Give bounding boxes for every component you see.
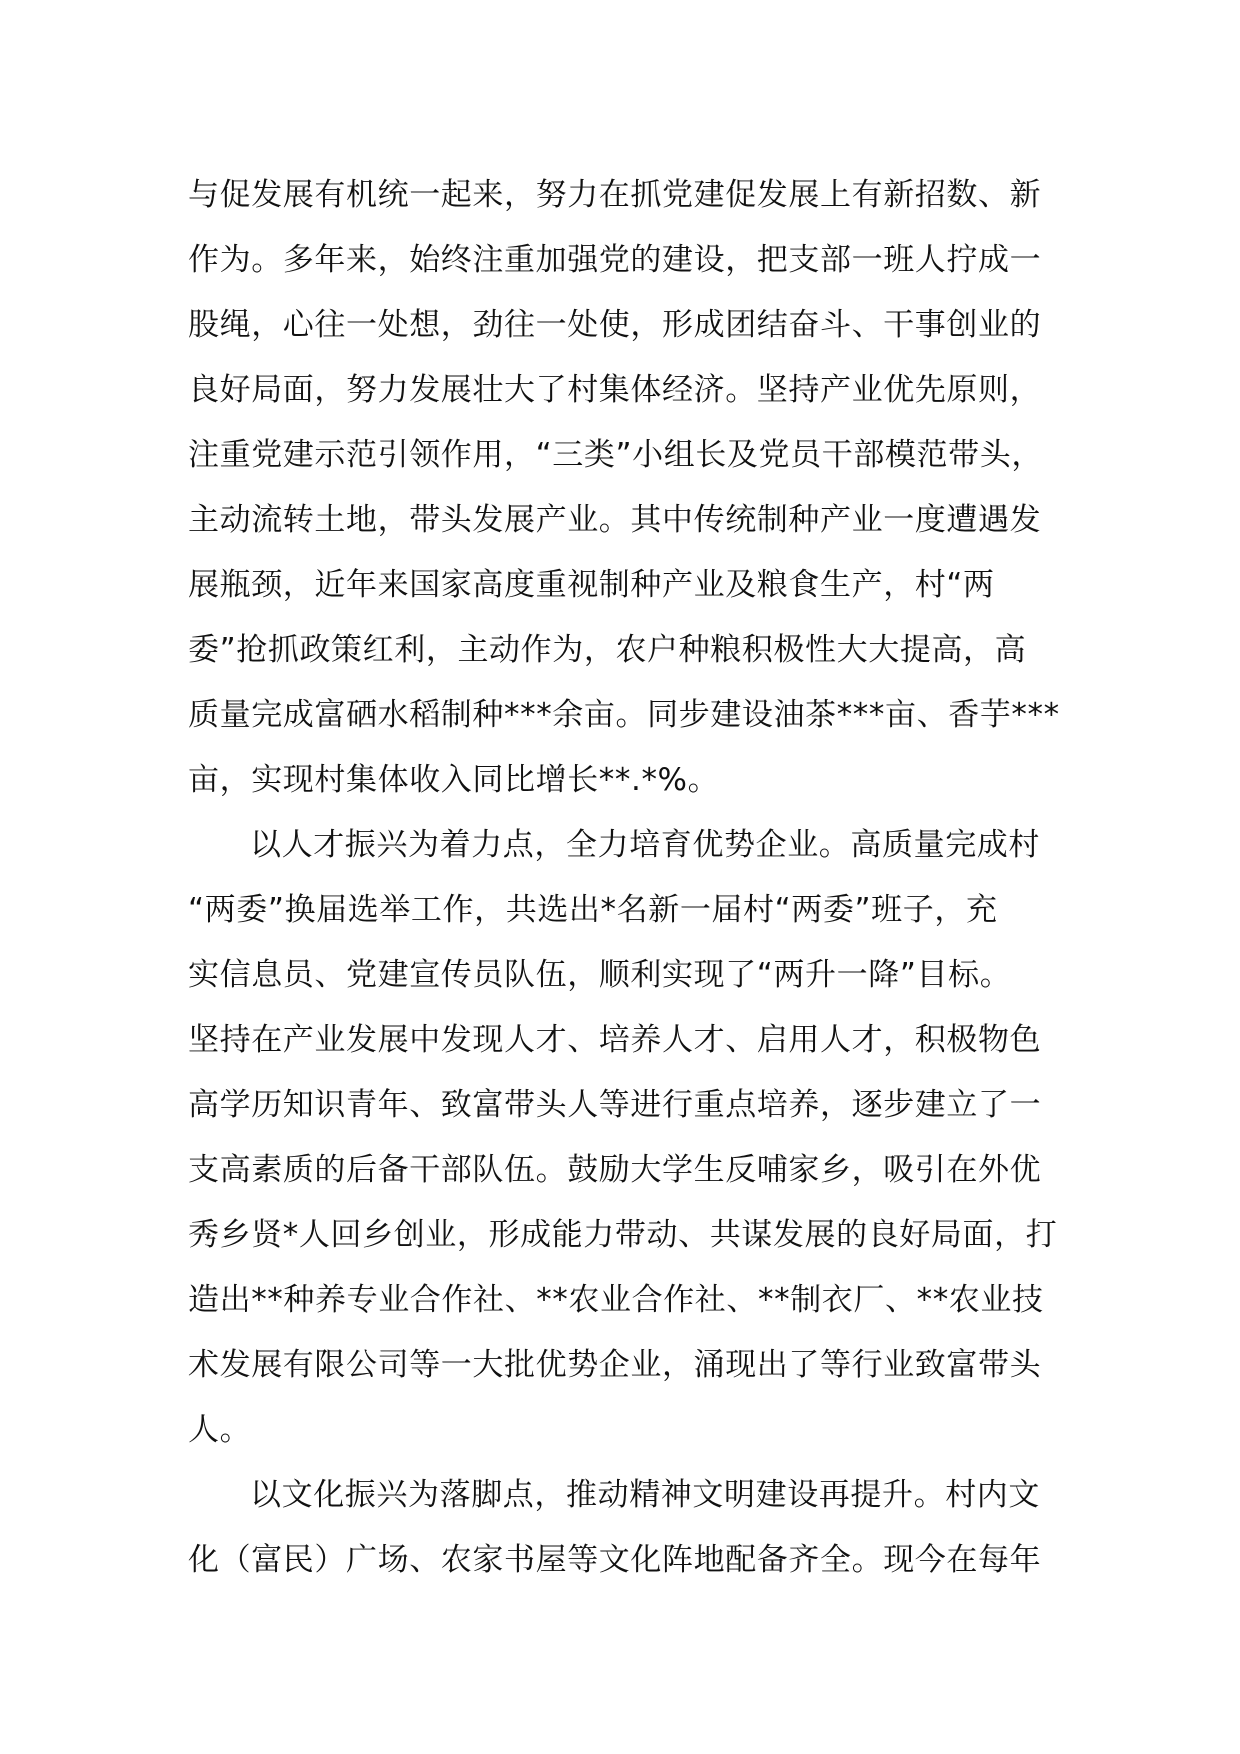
text-line: 秀乡贤*人回乡创业，形成能力带动、共谋发展的良好局面，打 [188,1217,1058,1253]
text-line: 造出**种养专业合作社、**农业合作社、**制衣厂、**农业技 [188,1282,1044,1318]
text-line: 股绳，心往一处想，劲往一处使，形成团结奋斗、干事创业的 [188,307,1042,343]
text-line: 人。 [188,1412,252,1448]
text-line: 高学历知识青年、致富带头人等进行重点培养，逐步建立了一 [188,1087,1042,1123]
paragraph-start-line: 以人才振兴为着力点，全力培育优势企业。高质量完成村 [250,827,1040,863]
text-line: “两委”换届选举工作，共选出*名新一届村“两委”班子，充 [188,892,998,928]
body-text [188,163,1088,1593]
text-line: 支高素质的后备干部队伍。鼓励大学生反哺家乡，吸引在外优 [188,1152,1042,1188]
text-line: 实信息员、党建宣传员队伍，顺利实现了“两升一降”目标。 [188,957,1012,993]
text-line: 坚持在产业发展中发现人才、培养人才、启用人才，积极物色 [188,1022,1042,1058]
text-line: 术发展有限公司等一大批优势企业，涌现出了等行业致富带头 [188,1347,1042,1383]
text-line: 注重党建示范引领作用，“三类”小组长及党员干部模范带头， [188,437,1043,473]
text-line: 与促发展有机统一起来，努力在抓党建促发展上有新招数、新 [188,177,1042,213]
paragraph-start-line: 以文化振兴为落脚点，推动精神文明建设再提升。村内文 [250,1477,1040,1513]
text-line: 良好局面，努力发展壮大了村集体经济。坚持产业优先原则， [188,372,1042,408]
text-line: 展瓶颈，近年来国家高度重视制种产业及粮食生产，村“两 [188,567,995,603]
text-line: 质量完成富硒水稻制种***余亩。同步建设油茶***亩、香芋*** [188,697,1060,733]
text-line: 亩，实现村集体收入同比增长**.*%。 [188,762,720,798]
text-line: 主动流转土地，带头发展产业。其中传统制种产业一度遭遇发 [188,502,1042,538]
text-line: 化（富民）广场、农家书屋等文化阵地配备齐全。现今在每年 [188,1542,1042,1578]
text-line: 委”抢抓政策红利，主动作为，农户种粮积极性大大提高，高 [188,632,1027,668]
text-line: 作为。多年来，始终注重加强党的建设，把支部一班人拧成一 [188,242,1042,278]
